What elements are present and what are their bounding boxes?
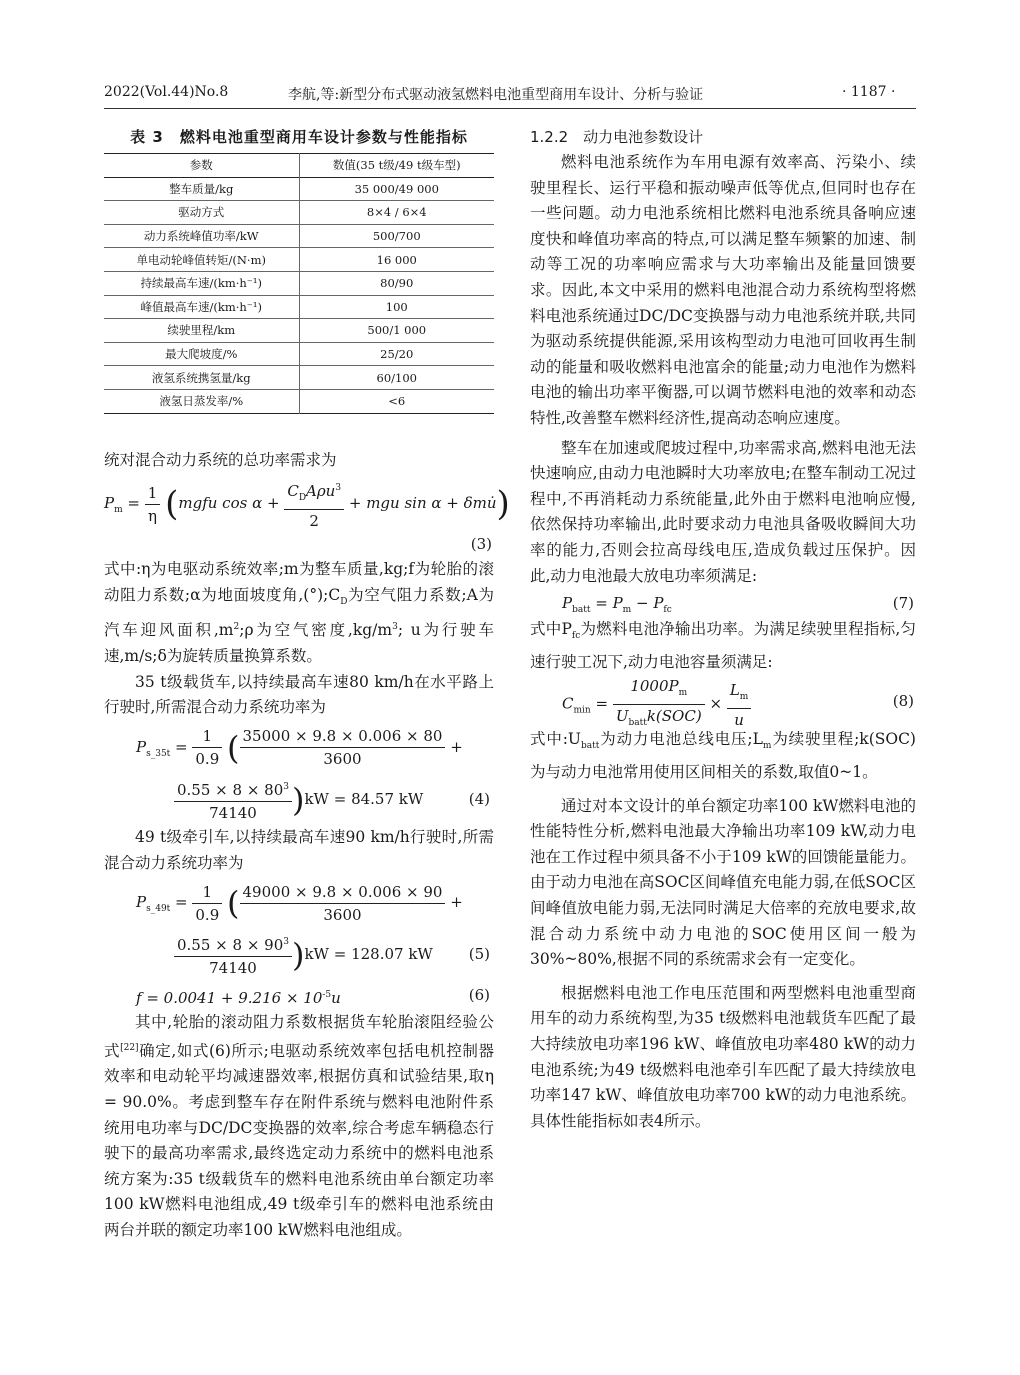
- issue-info: 2022(Vol.44)No.8: [104, 84, 229, 100]
- eq-num: 1: [145, 482, 161, 505]
- equation-5-cont: [104, 928, 494, 980]
- eq-fraction: $\frac{1}{0.9}$: [192, 881, 222, 926]
- parameter-table: [104, 153, 494, 414]
- citation: [22]: [120, 1042, 139, 1053]
- eq-fraction: $\frac{1000P_m}{U_{batt}k(SOC)}$: [613, 675, 705, 734]
- eq-fraction: $\frac{35000 \times 9.8 \times 0.006 \times 80}{3600}$: [240, 725, 446, 770]
- paragraph: 整车在加速或爬坡过程中,功率需求高,燃料电池无法快速响应,由动力电池瞬时大功率放电;在整车制动工况过程中,不再消耗动力系统能量,此外由于燃料电池响应慢,依然保持功率输出,此时要求动力电池具备吸收瞬间大功率的能力,否则会拉高母线电压,造成负载过压保护。因此,动力电池最大放电功率须满足:: [530, 438, 916, 585]
- running-header: [0, 78, 1020, 104]
- equation-5: [104, 876, 494, 928]
- table-cell: 25/20: [299, 342, 494, 366]
- paragraph: 式中$P_{fc}$为燃料电池净输出功率。为满足续驶里程指标,匀速行驶工况下,动力电池容量须满足:: [530, 620, 916, 671]
- table-cell: 驱动方式: [178, 205, 225, 220]
- paragraph: 49 t级牵引车,以持续最高车速90 km/h行驶时,所需混合动力系统功率为: [104, 827, 494, 872]
- table-row: [104, 271, 494, 295]
- equation-3: [104, 475, 510, 531]
- table-cell: 动力系统峰值功率/kW: [143, 229, 259, 244]
- eq-fraction: [145, 482, 161, 527]
- eq-term: mgfu cos α +: [178, 494, 280, 513]
- paragraph: 式中$:U_{batt}$为动力电池总线电压$;L_m$为续驶里程;k(SOC)为与动力电池常用使用区间相关的系数,取值0~1。: [530, 730, 916, 782]
- section-heading: 1.2.2 动力电池参数设计: [530, 128, 704, 146]
- page-number: · 1187 ·: [842, 84, 896, 100]
- paragraph: 统对混合动力系统的总功率需求为: [104, 450, 337, 469]
- equation-body: [104, 475, 510, 538]
- eq-num: $C_DA\rho u^3$: [284, 477, 344, 510]
- equation-number: (5): [468, 945, 490, 964]
- table-header-cell: 参数: [189, 158, 213, 173]
- table-cell: 整车质量/kg: [169, 181, 234, 196]
- left-column: [104, 126, 510, 1244]
- table-row: [104, 248, 494, 272]
- equation-8: [530, 675, 916, 727]
- eq-den: η: [148, 506, 158, 525]
- table-header-cell: 数值(35 t级/49 t级车型): [299, 154, 494, 178]
- equation-number: (8): [892, 692, 914, 711]
- eq-sub: m: [114, 505, 123, 516]
- right-paren: ): [496, 484, 510, 525]
- eq-symbol: P: [104, 494, 115, 513]
- equation-number: (7): [892, 594, 914, 613]
- table-row: [104, 177, 494, 201]
- eq-fraction: $\frac{49000 \times 9.8 \times 0.006 \times 90}{3600}$: [240, 881, 446, 926]
- equation-4: [104, 721, 494, 773]
- right-column: [530, 126, 916, 1134]
- table-row: [104, 319, 494, 343]
- paragraph: 燃料电池系统作为车用电源有效率高、污染小、续驶里程长、运行平稳和振动噪声低等优点,但同时也存在一些问题。动力电池系统相比燃料电池系统具备响应速度快和峰值功率高的特点,可以满足整车频繁的加速、制动等工况的功率响应需求与大功率输出及能量回馈要求。因此,本文中采用的燃料电池混合动力系统构型将燃料电池系统通过DC/DC变换器与动力电池系统并联,共同为驱动系统提供能源,采用该构型动力电池可回收再生制动的能量和吸收燃料电池富余的能量;动力电池作为燃料电池的输出功率平衡器,可以调节燃料电池的效率和动态特性,改善整车燃料经济性,提高动态响应速度。: [530, 153, 916, 427]
- paragraph: 根据燃料电池工作电压范围和两型燃料电池重型商用车的动力系统构型,为35 t级燃料电池载货车匹配了最大持续放电功率196 kW、峰值放电功率480 kW的动力电池系统;为49 t级燃料电池牵引车匹配了最大持续放电功率147 kW、峰值放电功率700 kW的动力电池系统。具体性能指标如表4所示。: [530, 983, 916, 1130]
- table-row: [104, 389, 494, 413]
- eq-fraction: $\frac{1}{0.9}$: [192, 725, 222, 770]
- left-paren: (: [165, 484, 179, 525]
- table-cell: 单电动轮峰值转矩/(N·m): [136, 252, 266, 267]
- equation-4-cont: [104, 773, 494, 825]
- table-cell: 100: [299, 295, 494, 319]
- table-cell: 500/1 000: [299, 319, 494, 343]
- equation-body: $f = 0.0041 + 9.216 \times 10^{-5}u$: [136, 989, 341, 1008]
- equation-number: (4): [468, 789, 490, 808]
- table-cell: 60/100: [299, 366, 494, 390]
- equation-number-row: [104, 531, 494, 557]
- equation-body: $\frac{0.55 \times 8 \times 90^3}{74140}$ )kW = 128.07 kW: [174, 928, 433, 981]
- equation-6: [104, 980, 494, 1010]
- table-cell: 液氢日蒸发率/%: [159, 394, 244, 409]
- table-cell: 最大爬坡度/%: [165, 347, 238, 362]
- eq-fraction: $\frac{0.55 \times 8 \times 90^3}{74140}$: [174, 931, 292, 979]
- table-row: [104, 224, 494, 248]
- equation-body: $P_{s\_49t}$ = $\frac{1}{0.9}$ ( $\frac{49000 \times 9.8 \times 0.006 \times 90}{3600}$ +: [136, 882, 463, 924]
- eq-sign: =: [127, 494, 140, 513]
- equation-body: $\frac{0.55 \times 8 \times 80^3}{74140}$ )kW = 84.57 kW: [174, 773, 423, 826]
- equation-body: $P_{s\_35t}$ = $\frac{1}{0.9}$ ( $\frac{35000 \times 9.8 \times 0.006 \times 80}{3600}$ +: [136, 727, 463, 769]
- paragraph: 35 t级载货车,以持续最高车速80 km/h在水平路上行驶时,所需混合动力系统功率为: [104, 672, 494, 717]
- paragraph: 通过对本文设计的单台额定功率100 kW燃料电池的性能特性分析,燃料电池最大净输出功率109 kW,动力电池在工作过程中须具备不小于109 kW的回馈能量能力。由于动力电池在高SOC区间峰值充电能力弱,在低SOC区间峰值放电能力弱,无法同时满足大倍率的充放电要求,故混合动力系统中动力电池的SOC使用区间一般为30%~80%,根据不同的系统需求会有一定变化。: [530, 796, 916, 969]
- eq-den: 2: [309, 511, 319, 530]
- table-title: 表 3 燃料电池重型商用车设计参数与性能指标: [130, 128, 468, 146]
- table-row: [104, 201, 494, 225]
- table-cell: 峰值最高车速/(km·h⁻¹): [140, 299, 262, 314]
- eq-fraction: $\frac{L_m}{u}$: [727, 679, 752, 731]
- table-cell: 8×4 / 6×4: [299, 201, 494, 225]
- equation-7: [530, 589, 916, 617]
- table-cell: 16 000: [299, 248, 494, 272]
- table-cell: 80/90: [299, 271, 494, 295]
- table-cell: 35 000/49 000: [299, 177, 494, 201]
- header-rule: [104, 108, 916, 109]
- table-cell: 500/700: [299, 224, 494, 248]
- table-cell: <6: [299, 389, 494, 413]
- table-row: [104, 342, 494, 366]
- table-header-row: [104, 154, 494, 178]
- eq-fraction: $\frac{0.55 \times 8 \times 80^3}{74140}$: [174, 776, 292, 824]
- table-row: [104, 366, 494, 390]
- table-cell: 续驶里程/km: [167, 323, 236, 338]
- running-title: 李航,等:新型分布式驱动液氢燃料电池重型商用车设计、分析与验证: [288, 87, 704, 103]
- equation-body: $C_{min}$ = $\frac{1000P_m}{U_{batt}k(SOC)}$ × $\frac{L_m}{u}$: [562, 675, 751, 737]
- equation-number: (6): [468, 986, 490, 1005]
- eq-fraction: [284, 477, 344, 532]
- paragraph: 式中:η为电驱动系统效率;m为整车质量,kg;f为轮胎的滚动阻力系数;α为地面坡度角$,(^\circ);C_D$为空气阻力系数;A为汽车迎风面积$,m^2;\rho$为空气密度$,kg/m^3$; u为行驶车速,m/s;δ为旋转质量换算系数。: [104, 560, 495, 666]
- paragraph: 其中,轮胎的滚动阻力系数根据货车轮胎滚阻经验公式[22]确定,如式(6)所示;电驱动系统效率包括电机控制器效率和电动轮平均减速器效率,根据仿真和试验结果,取η = 90.0%。考虑到整车存在附件系统与燃料电池附件系统用电功率与DC/DC变换器的效率,综合考虑车辆稳态行驶下的最高功率需求,最终选定动力系统中的燃料电池系统方案为:35 t级载货车的燃料电池系统由单台额定功率100 kW燃料电池组成,49 t级牵引车的燃料电池系统由两台并联的额定功率100 kW燃料电池组成。: [104, 1013, 494, 1240]
- table-cell: 液氢系统携氢量/kg: [151, 370, 251, 385]
- eq-term: + mgu sin α + δmu̇: [348, 494, 497, 513]
- equation-body: $P_{batt} = P_m - P_{fc}$: [562, 594, 672, 616]
- table-row: [104, 295, 494, 319]
- equation-number: (3): [470, 535, 492, 554]
- table-cell: 持续最高车速/(km·h⁻¹): [140, 276, 262, 291]
